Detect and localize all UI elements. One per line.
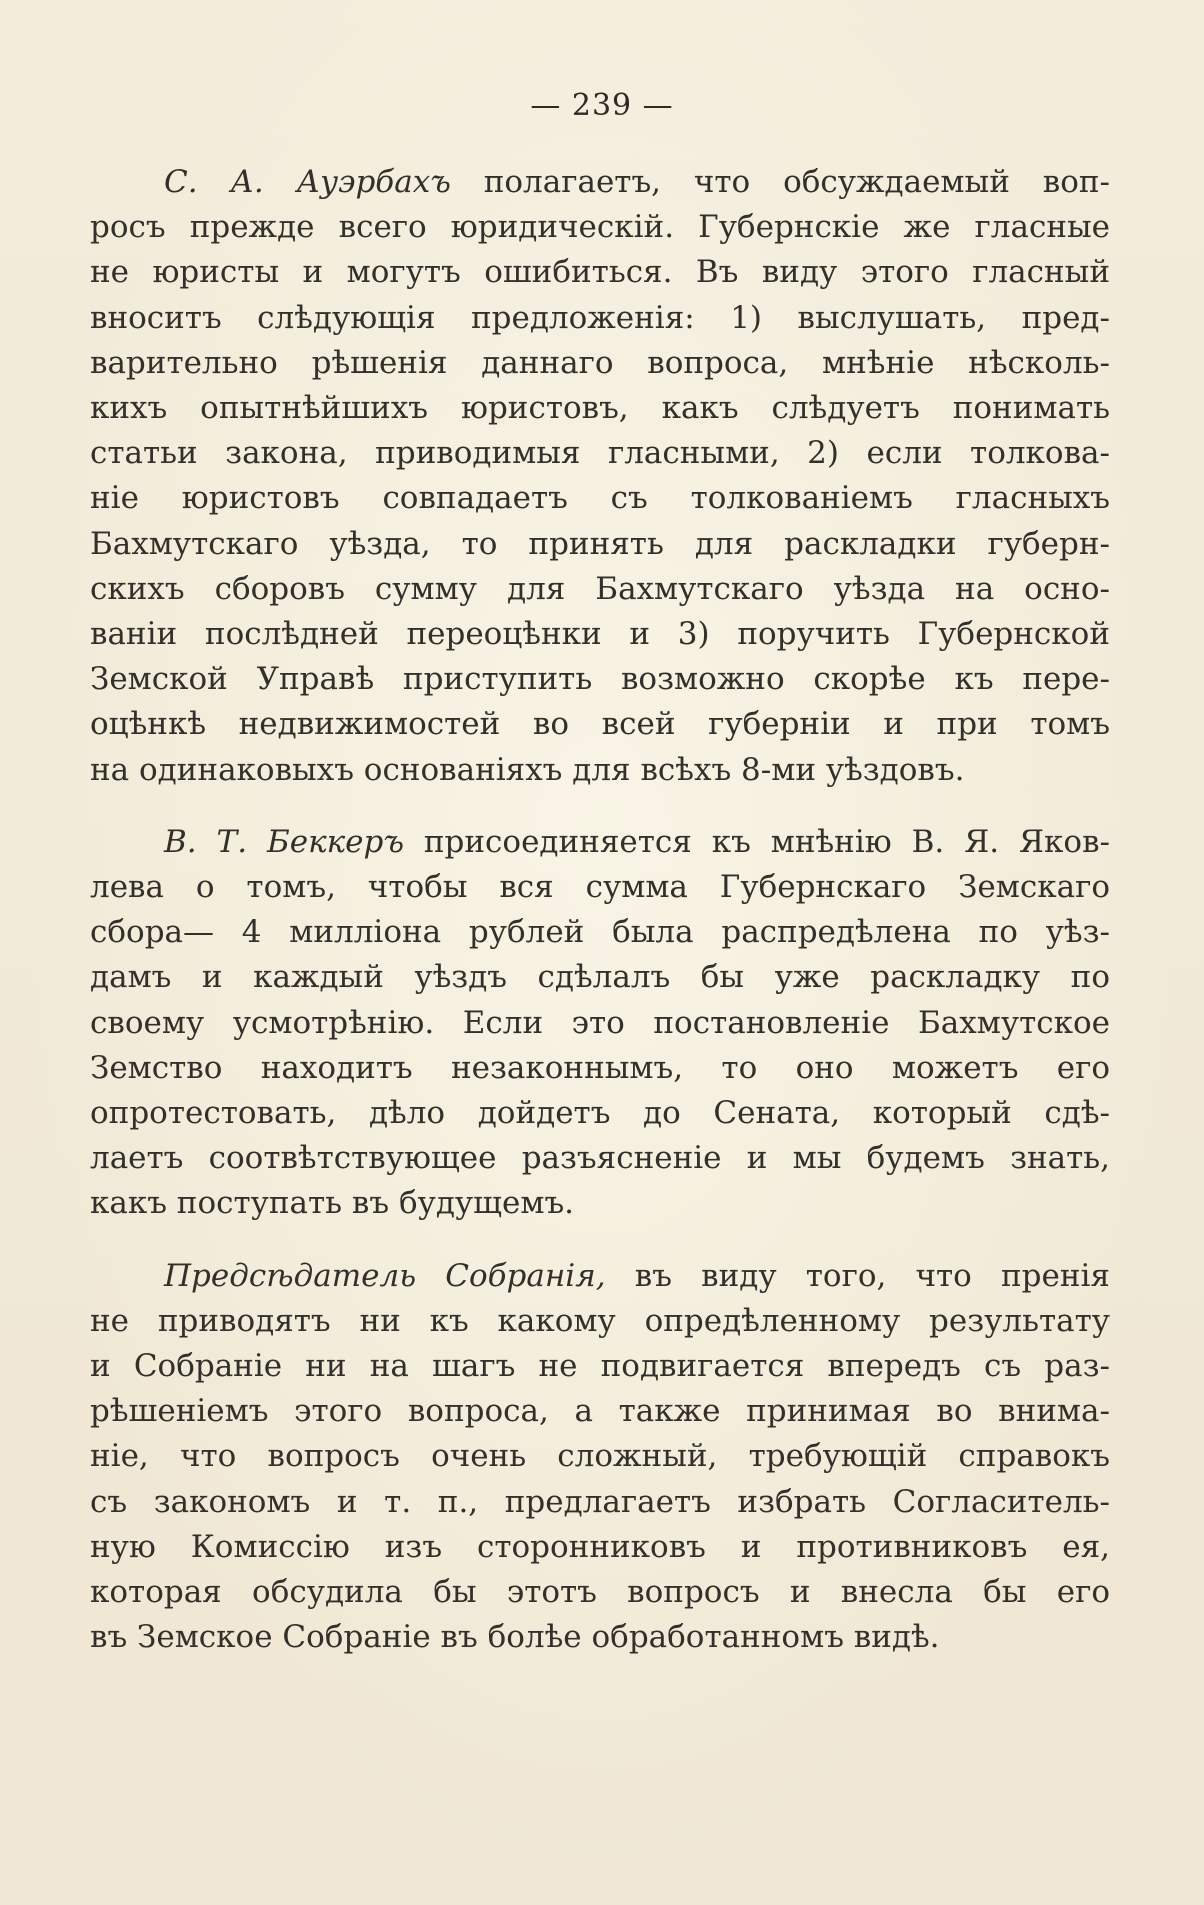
paragraph-line: лаетъ соотвѣтствующее разъясненіе и мы будемъ знать, [90,1140,1110,1177]
paragraph-line: на одинаковыхъ основаніяхъ для всѣхъ 8-ми уѣздовъ. [90,751,965,788]
paragraph-chairman [90,1254,1110,1661]
paragraph-line: дамъ и каждый уѣздъ сдѣлалъ бы уже раскладку по [90,959,1110,996]
paragraph-line: не приводятъ ни къ какому опредѣленному результату [90,1302,1110,1339]
paragraph-auerbach [90,160,1110,793]
speaker-name: Предсѣдатель Собранія, [164,1257,606,1294]
paragraph-line: съ закономъ и т. п., предлагаетъ избрать Согласитель- [90,1483,1110,1520]
paragraph-line: вноситъ слѣдующія предложенія: 1) выслушать, пред- [90,299,1110,336]
paragraph-line: какъ поступать въ будущемъ. [90,1185,575,1222]
paragraph-line: ную Комиссію изъ сторонниковъ и противниковъ ея, [90,1528,1110,1565]
paragraph-line: рѣшеніемъ этого вопроса, а также принимая во внима- [90,1393,1110,1430]
paragraph-line: въ Земское Собраніе въ болѣе обработанномъ видѣ. [90,1619,940,1656]
paragraph-line [90,160,1110,205]
paragraph-line: ваніи послѣдней переоцѣнки и 3) поручить Губернской [90,616,1110,653]
paragraph-line: ніе юристовъ совпадаетъ съ толкованіемъ гласныхъ [90,480,1110,517]
paragraph-line: Земской Управѣ приступить возможно скорѣе къ пере- [90,661,1110,698]
paragraph-line: росъ прежде всего юридическій. Губернскіе же гласные [90,209,1110,246]
paragraph-line: своему усмотрѣнію. Если это постановленіе Бахмутское [90,1004,1110,1041]
paragraph-line: ніе, что вопросъ очень сложный, требующій справокъ [90,1438,1110,1475]
paragraph-line: которая обсудила бы этотъ вопросъ и внесла бы его [90,1574,1110,1611]
paragraph-line: варительно рѣшенія даннаго вопроса, мнѣніе нѣсколь- [90,344,1110,381]
paragraph-line: скихъ сборовъ сумму для Бахмутскаго уѣзда на осно- [90,570,1110,607]
paragraph-line: оцѣнкѣ недвижимостей во всей губерніи и при томъ [90,706,1110,743]
speaker-name: В. Т. Беккеръ [164,823,404,860]
line-text: присоединяется къ мнѣнію В. Я. Яков- [403,823,1110,860]
speaker-name: С. А. Ауэрбахъ [164,164,451,200]
paragraph-line: и Собраніе ни на шагъ не подвигается впередъ съ раз- [90,1348,1110,1385]
body-text [90,160,1110,1688]
paragraph-bekker [90,820,1110,1227]
paragraph-line [90,1254,1110,1299]
paragraph-line: лева о томъ, чтобы вся сумма Губернскаго Земскаго [90,869,1110,906]
paragraph-line [90,820,1110,865]
line-text: въ виду того, что пренія [605,1257,1110,1294]
page-number: — 239 — [530,88,674,123]
paragraph-line: Земство находитъ незаконнымъ, то оно можетъ его [90,1049,1110,1086]
paragraph-line: кихъ опытнѣйшихъ юристовъ, какъ слѣдуетъ понимать [90,390,1110,427]
paragraph-line: сбора— 4 милліона рублей была распредѣлена по уѣз- [90,914,1110,951]
paragraph-line: Бахмутскаго уѣзда, то принять для раскладки губерн- [90,525,1110,562]
paragraph-line: не юристы и могутъ ошибиться. Въ виду этого гласный [90,254,1110,291]
line-text: полагаетъ, что обсуждаемый воп- [450,164,1110,200]
paragraph-line: опротестовать, дѣло дойдетъ до Сената, который сдѣ- [90,1095,1110,1132]
paragraph-line: статьи закона, приводимыя гласными, 2) если толкова- [90,435,1110,472]
